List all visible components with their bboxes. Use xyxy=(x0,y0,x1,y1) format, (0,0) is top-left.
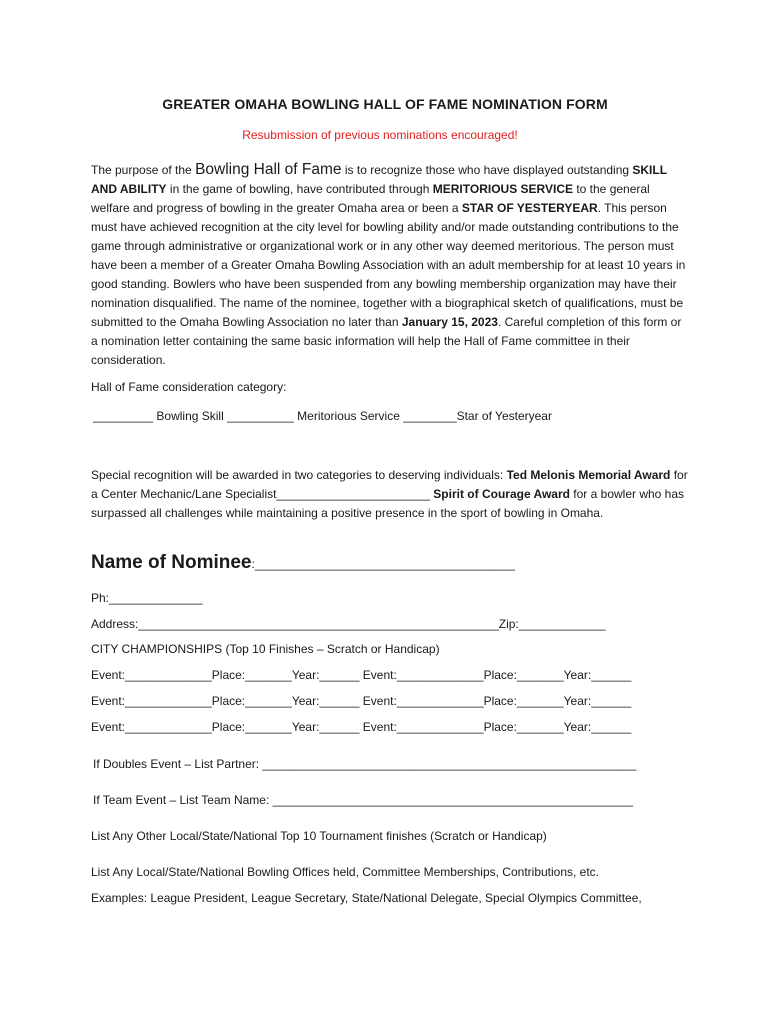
ted-melonis-award-text: Ted Melonis Memorial Award xyxy=(506,468,671,482)
address-field[interactable]: Address:______________________________________________________Zip:_____________ xyxy=(91,617,606,631)
offices-label: List Any Local/State/National Bowling Offices held, Committee Memberships, Contributions, etc. xyxy=(91,865,600,879)
spirit-of-courage-award-text: Spirit of Courage Award xyxy=(433,487,570,501)
nominee-blank[interactable]: :_______________________________________ xyxy=(251,557,516,571)
meritorious-service-text: MERITORIOUS SERVICE xyxy=(432,182,573,196)
examples-text: Examples: League President, League Secretary, State/National Delegate, Special Olympics Committee, xyxy=(91,891,642,905)
other-tournaments-label: List Any Other Local/State/National Top 10 Tournament finishes (Scratch or Handicap) xyxy=(91,829,547,843)
phone-field[interactable]: Ph:______________ xyxy=(91,591,203,605)
special-text: Special recognition will be awarded in two categories to deserving individuals: xyxy=(91,468,507,482)
event-row[interactable]: Event:_____________Place:_______Year:______ Event:_____________Place:_______Year:______ xyxy=(91,668,632,682)
resubmission-note: Resubmission of previous nominations encouraged! xyxy=(242,128,518,142)
event-row[interactable]: Event:_____________Place:_______Year:______ Event:_____________Place:_______Year:______ xyxy=(91,720,632,734)
event-row[interactable]: Event:_____________Place:_______Year:______ Event:_____________Place:_______Year:______ xyxy=(91,694,632,708)
category-options[interactable]: _________ Bowling Skill __________ Meritorious Service ________Star of Yesteryear xyxy=(93,409,552,423)
bowling-hall-of-fame-text: Bowling Hall of Fame xyxy=(195,161,342,178)
nominee-label: Name of Nominee xyxy=(91,552,252,573)
purpose-text: to the general welfare and progress of bowling in the greater Omaha area or been a xyxy=(91,182,650,215)
skill-and-ability-text: SKILL AND ABILITY xyxy=(91,163,667,196)
deadline-text: January 15, 2023 xyxy=(401,315,498,329)
team-name-field[interactable]: If Team Event – List Team Name: ______________________________________________________ xyxy=(93,793,634,807)
purpose-text: The purpose of the xyxy=(91,163,196,177)
nominee-name-field[interactable] xyxy=(91,552,515,574)
doubles-partner-field[interactable]: If Doubles Event – List Partner: ________________________________________________________ xyxy=(93,757,637,771)
purpose-text: . Careful completion of this form or a nomination letter containing the same basic information will help the Hall of Fame committee in their consideration. xyxy=(91,315,682,367)
form-title: GREATER OMAHA BOWLING HALL OF FAME NOMINATION FORM xyxy=(162,96,608,112)
category-label: Hall of Fame consideration category: xyxy=(91,380,287,394)
purpose-text: . This person must have achieved recognition at the city level for bowling ability and/or made outstanding contributions to the game through administrative or organizational work or in any other way deemed meritorious. The person must have been a member of a Greater Omaha Bowling Association with an adult membership for at least 10 years in good standing. Bowlers who have been suspended from any bowling membership organization may have their nomination disqualified. The name of the nominee, together with a biographical sketch of qualifications, must be submitted to the Omaha Bowling Association no later than xyxy=(91,201,686,329)
star-of-yesteryear-text: STAR OF YESTERYEAR xyxy=(461,201,598,215)
special-text: for a bowler who has surpassed all challenges while maintaining a positive presence in the sport of bowling in Omaha. xyxy=(91,487,685,520)
purpose-text: in the game of bowling, have contributed through xyxy=(166,182,433,196)
special-recognition-paragraph xyxy=(91,466,691,523)
city-championships-header: CITY CHAMPIONSHIPS (Top 10 Finishes – Scratch or Handicap) xyxy=(91,642,440,656)
special-text[interactable]: for a Center Mechanic/Lane Specialist_______________________ xyxy=(91,468,688,501)
purpose-text: is to recognize those who have displayed outstanding xyxy=(341,163,633,177)
purpose-paragraph xyxy=(91,160,691,370)
